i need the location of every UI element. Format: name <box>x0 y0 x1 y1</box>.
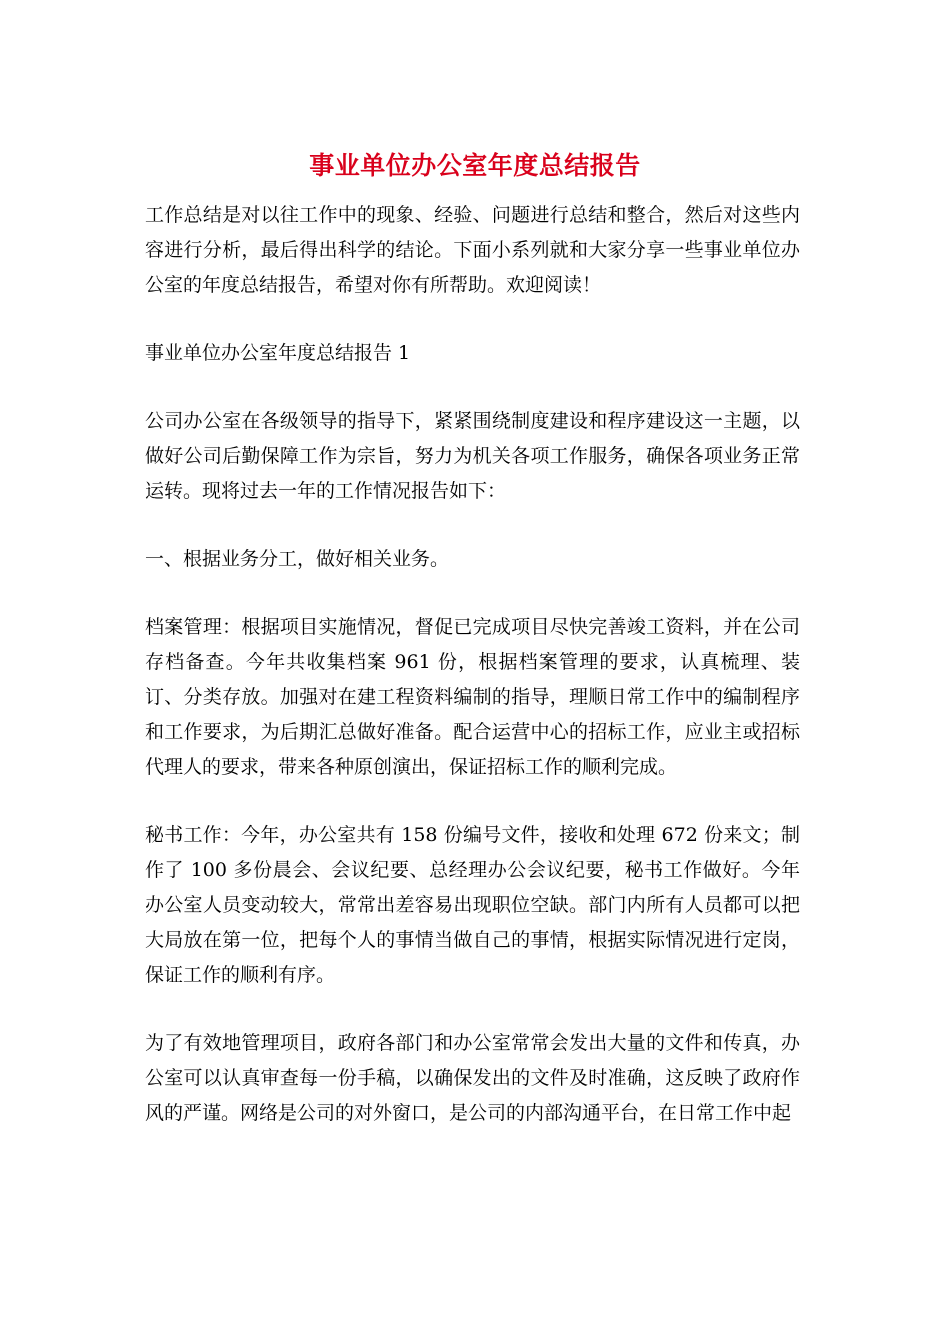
section-heading-report-1: 事业单位办公室年度总结报告 1 <box>145 342 411 364</box>
document-body <box>145 198 800 1164</box>
document-title: 事业单位办公室年度总结报告 <box>309 151 641 180</box>
paragraph-secretary-work: 秘书工作：今年，办公室共有 158 份编号文件，接收和处理 672 份来文；制作了 100 多份晨会、会议纪要、总经理办公会议纪要，秘书工作做好。今年办公室人员变动较大，常常出差容易出现职位空缺。部门内所有人员都可以把大局放在第一位，把每个人的事情当做自己的事情，根据实际情况进行定岗，保证工作的顺利有序。 <box>145 824 800 986</box>
paragraph-intro: 工作总结是对以往工作中的现象、经验、问题进行总结和整合，然后对这些内容进行分析，最后得出科学的结论。下面小系列就和大家分享一些事业单位办公室的年度总结报告，希望对你有所帮助。欢迎阅读！ <box>145 204 800 296</box>
paragraph-archive-management: 档案管理：根据项目实施情况，督促已完成项目尽快完善竣工资料，并在公司存档备查。今年共收集档案 961 份，根据档案管理的要求，认真梳理、装订、分类存放。加强对在建工程资料编制的指导，理顺日常工作中的编制程序和工作要求，为后期汇总做好准备。配合运营中心的招标工作，应业主或招标代理人的要求，带来各种原创演出，保证招标工作的顺利完成。 <box>145 616 800 778</box>
paragraph-project-management: 为了有效地管理项目，政府各部门和办公室常常会发出大量的文件和传真，办公室可以认真审查每一份手稿，以确保发出的文件及时准确，这反映了政府作风的严谨。网络是公司的对外窗口，是公司的内部沟通平台，在日常工作中起 <box>145 1032 800 1124</box>
section-heading-business-division: 一、根据业务分工，做好相关业务。 <box>145 548 450 570</box>
paragraph-overview: 公司办公室在各级领导的指导下，紧紧围绕制度建设和程序建设这一主题，以做好公司后勤保障工作为宗旨，努力为机关各项工作服务，确保各项业务正常运转。现将过去一年的工作情况报告如下： <box>145 410 800 502</box>
